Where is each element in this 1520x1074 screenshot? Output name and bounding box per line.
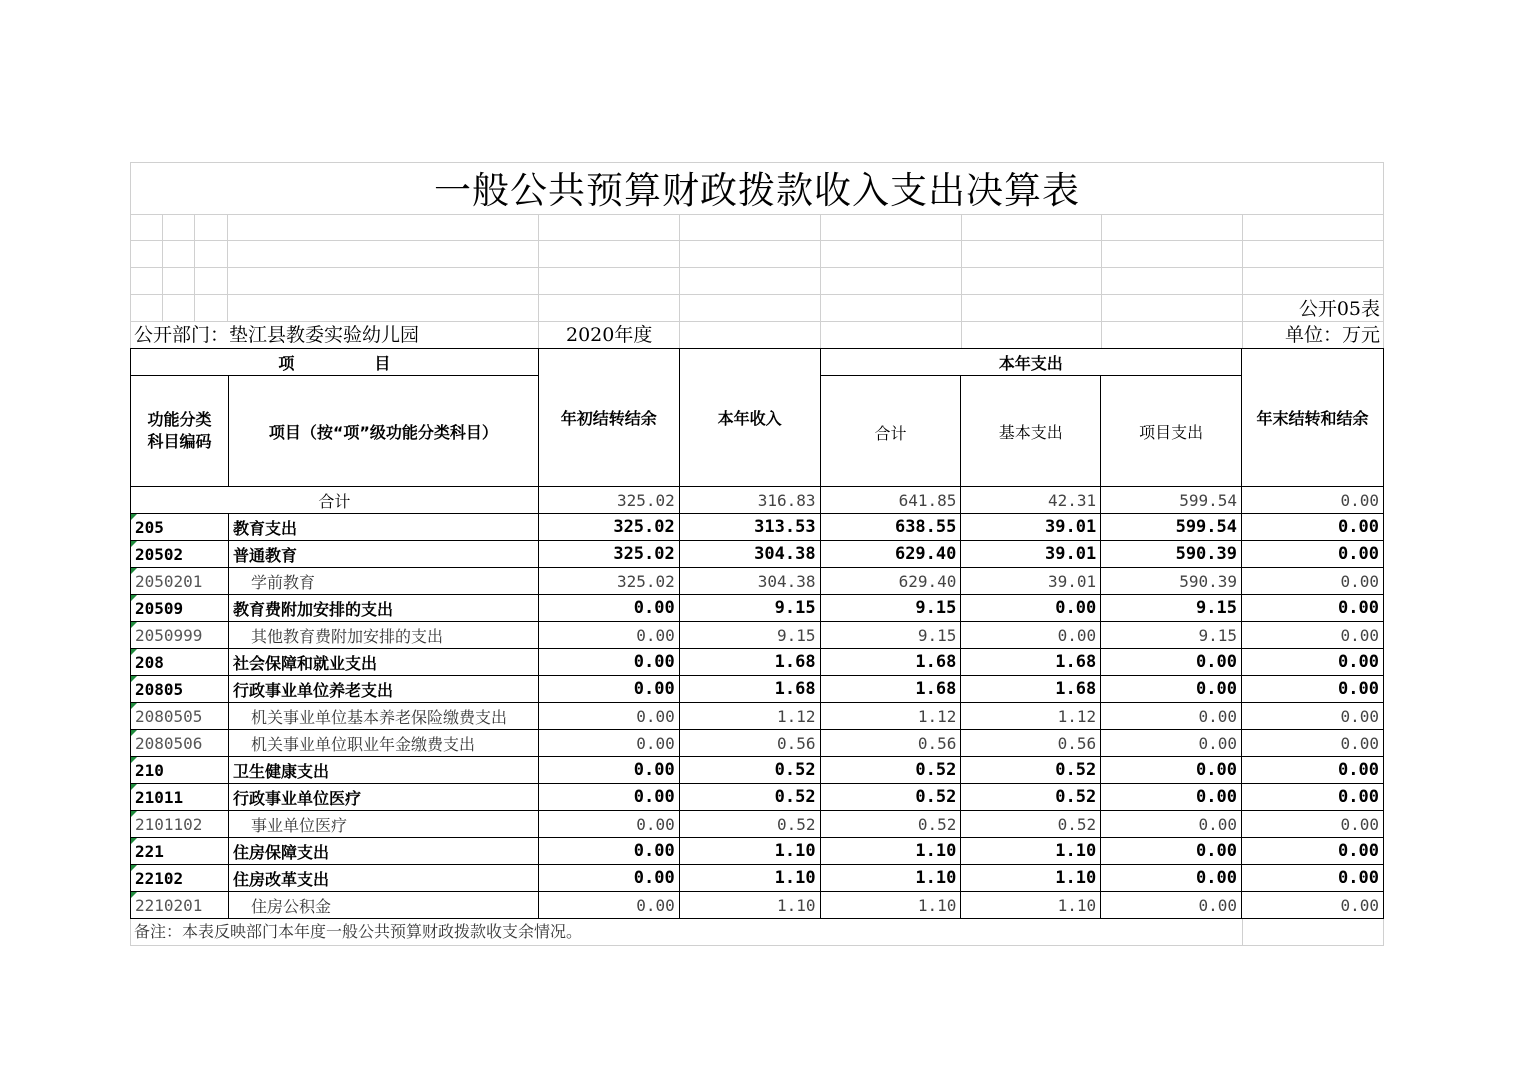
cell-begin-balance: 325.02 xyxy=(538,541,679,568)
cell-end-balance: 0.00 xyxy=(1242,649,1384,676)
cell-expense-total: 0.52 xyxy=(820,757,961,784)
header-income: 本年收入 xyxy=(679,349,820,487)
row-code-text: 2080505 xyxy=(135,706,203,726)
table-row xyxy=(131,541,1384,568)
cell-project: 0.00 xyxy=(1101,649,1242,676)
total-expense: 641.85 xyxy=(820,487,961,514)
table-row xyxy=(131,514,1384,541)
row-code-text: 20509 xyxy=(135,598,184,618)
cell-flag-icon xyxy=(131,730,137,736)
cell-expense-total: 638.55 xyxy=(820,514,961,541)
cell-flag-icon xyxy=(131,757,137,763)
row-code xyxy=(131,865,229,892)
row-code xyxy=(131,676,229,703)
budget-table xyxy=(130,348,1384,919)
header-project: 项目支出 xyxy=(1101,376,1242,487)
row-code xyxy=(131,649,229,676)
cell-basic: 1.68 xyxy=(961,676,1101,703)
cell-flag-icon xyxy=(131,703,137,709)
cell-flag-icon xyxy=(131,649,137,655)
cell-expense-total: 1.68 xyxy=(820,676,961,703)
cell-project: 0.00 xyxy=(1101,865,1242,892)
row-code-text: 20502 xyxy=(135,544,184,564)
row-code-text: 2080506 xyxy=(135,733,203,753)
cell-begin-balance: 0.00 xyxy=(538,784,679,811)
cell-project: 9.15 xyxy=(1101,595,1242,622)
cell-end-balance: 0.00 xyxy=(1242,595,1384,622)
cell-flag-icon xyxy=(131,595,137,601)
row-code xyxy=(131,568,229,595)
row-code xyxy=(131,622,229,649)
row-code-text: 2050999 xyxy=(135,625,203,645)
department-label: 公开部门：垫江县教委实验幼儿园 xyxy=(134,324,420,346)
table-row xyxy=(131,595,1384,622)
cell-expense-total: 9.15 xyxy=(820,595,961,622)
unit-label: 单位：万元 xyxy=(1284,324,1380,346)
cell-end-balance: 0.00 xyxy=(1242,676,1384,703)
cell-expense-total: 1.12 xyxy=(820,703,961,730)
row-code-text: 210 xyxy=(135,760,164,780)
cell-flag-icon xyxy=(131,838,137,844)
total-project: 599.54 xyxy=(1101,487,1242,514)
row-code-text: 20805 xyxy=(135,679,184,699)
cell-begin-balance: 0.00 xyxy=(538,703,679,730)
cell-flag-icon xyxy=(131,541,137,547)
footnote: 备注：本表反映部门本年度一般公共预算财政拨款收支余情况。 xyxy=(134,922,583,941)
row-name: 机关事业单位职业年金缴费支出 xyxy=(228,730,538,757)
row-code xyxy=(131,811,229,838)
table-row xyxy=(131,568,1384,595)
row-name: 住房保障支出 xyxy=(228,838,538,865)
row-code xyxy=(131,595,229,622)
cell-flag-icon xyxy=(131,811,137,817)
header-item-name: 项目（按“项”级功能分类科目） xyxy=(228,376,538,487)
cell-expense-total: 1.10 xyxy=(820,838,961,865)
cell-begin-balance: 0.00 xyxy=(538,676,679,703)
total-income: 316.83 xyxy=(679,487,820,514)
cell-basic: 0.52 xyxy=(961,784,1101,811)
cell-income: 1.10 xyxy=(679,892,820,919)
header-total: 合计 xyxy=(820,376,961,487)
cell-expense-total: 629.40 xyxy=(820,568,961,595)
row-code xyxy=(131,730,229,757)
table-row xyxy=(131,730,1384,757)
cell-flag-icon xyxy=(131,622,137,628)
form-number: 公开05表 xyxy=(1298,298,1380,320)
spreadsheet-sheet xyxy=(130,162,1384,946)
row-code-text: 21011 xyxy=(135,787,184,807)
row-name: 卫生健康支出 xyxy=(228,757,538,784)
cell-basic: 0.56 xyxy=(961,730,1101,757)
cell-begin-balance: 325.02 xyxy=(538,568,679,595)
page-title: 一般公共预算财政拨款收入支出决算表 xyxy=(434,169,1080,212)
header-expense-group: 本年支出 xyxy=(820,349,1241,376)
total-label: 合计 xyxy=(131,487,539,514)
row-code-text: 2101102 xyxy=(135,814,203,834)
table-row xyxy=(131,838,1384,865)
cell-end-balance: 0.00 xyxy=(1242,892,1384,919)
row-name: 社会保障和就业支出 xyxy=(228,649,538,676)
row-code xyxy=(131,703,229,730)
cell-basic: 0.52 xyxy=(961,757,1101,784)
cell-income: 0.56 xyxy=(679,730,820,757)
cell-end-balance: 0.00 xyxy=(1242,811,1384,838)
cell-income: 0.52 xyxy=(679,811,820,838)
cell-income: 304.38 xyxy=(679,568,820,595)
cell-flag-icon xyxy=(131,892,137,898)
cell-basic: 39.01 xyxy=(961,568,1101,595)
cell-basic: 0.00 xyxy=(961,622,1101,649)
row-name: 住房改革支出 xyxy=(228,865,538,892)
cell-begin-balance: 0.00 xyxy=(538,649,679,676)
table-row xyxy=(131,649,1384,676)
table-body xyxy=(131,514,1384,919)
header-item-group: 项 目 xyxy=(131,349,539,376)
cell-end-balance: 0.00 xyxy=(1242,541,1384,568)
cell-income: 0.52 xyxy=(679,784,820,811)
cell-basic: 1.10 xyxy=(961,838,1101,865)
cell-income: 1.68 xyxy=(679,676,820,703)
cell-project: 9.15 xyxy=(1101,622,1242,649)
row-code-text: 22102 xyxy=(135,868,184,888)
cell-expense-total: 629.40 xyxy=(820,541,961,568)
table-row xyxy=(131,892,1384,919)
row-code xyxy=(131,757,229,784)
table-row xyxy=(131,865,1384,892)
header-end-balance: 年末结转和结余 xyxy=(1242,349,1384,487)
cell-end-balance: 0.00 xyxy=(1242,757,1384,784)
total-row xyxy=(131,487,1384,514)
cell-expense-total: 1.10 xyxy=(820,865,961,892)
table-row xyxy=(131,784,1384,811)
row-code-text: 221 xyxy=(135,841,164,861)
cell-end-balance: 0.00 xyxy=(1242,622,1384,649)
cell-project: 0.00 xyxy=(1101,784,1242,811)
cell-end-balance: 0.00 xyxy=(1242,784,1384,811)
row-code-text: 2050201 xyxy=(135,571,203,591)
cell-end-balance: 0.00 xyxy=(1242,703,1384,730)
cell-expense-total: 9.15 xyxy=(820,622,961,649)
row-code-text: 2210201 xyxy=(135,895,203,915)
cell-flag-icon xyxy=(131,865,137,871)
cell-project: 0.00 xyxy=(1101,676,1242,703)
row-code xyxy=(131,838,229,865)
cell-basic: 39.01 xyxy=(961,514,1101,541)
cell-flag-icon xyxy=(131,568,137,574)
cell-income: 1.10 xyxy=(679,865,820,892)
row-code xyxy=(131,784,229,811)
cell-basic: 1.68 xyxy=(961,649,1101,676)
cell-project: 0.00 xyxy=(1101,730,1242,757)
cell-income: 9.15 xyxy=(679,622,820,649)
cell-basic: 1.10 xyxy=(961,865,1101,892)
total-end-balance: 0.00 xyxy=(1242,487,1384,514)
cell-begin-balance: 0.00 xyxy=(538,757,679,784)
cell-begin-balance: 0.00 xyxy=(538,811,679,838)
total-basic: 42.31 xyxy=(961,487,1101,514)
cell-end-balance: 0.00 xyxy=(1242,730,1384,757)
row-name: 其他教育费附加安排的支出 xyxy=(228,622,538,649)
cell-expense-total: 0.56 xyxy=(820,730,961,757)
cell-income: 1.10 xyxy=(679,838,820,865)
cell-flag-icon xyxy=(131,676,137,682)
cell-flag-icon xyxy=(131,784,137,790)
table-row xyxy=(131,703,1384,730)
cell-income: 0.52 xyxy=(679,757,820,784)
cell-flag-icon xyxy=(131,514,137,520)
cell-begin-balance: 0.00 xyxy=(538,730,679,757)
row-name: 学前教育 xyxy=(228,568,538,595)
cell-begin-balance: 0.00 xyxy=(538,595,679,622)
cell-expense-total: 0.52 xyxy=(820,784,961,811)
cell-project: 0.00 xyxy=(1101,811,1242,838)
header-begin-balance: 年初结转结余 xyxy=(538,349,679,487)
cell-begin-balance: 0.00 xyxy=(538,892,679,919)
cell-basic: 0.52 xyxy=(961,811,1101,838)
table-row xyxy=(131,811,1384,838)
cell-income: 9.15 xyxy=(679,595,820,622)
table-row xyxy=(131,676,1384,703)
cell-income: 1.12 xyxy=(679,703,820,730)
fiscal-year: 2020年度 xyxy=(566,324,653,346)
header-func-code: 功能分类 科目编码 xyxy=(131,376,229,487)
total-begin-balance: 325.02 xyxy=(538,487,679,514)
cell-end-balance: 0.00 xyxy=(1242,838,1384,865)
row-code-text: 208 xyxy=(135,652,164,672)
cell-basic: 1.12 xyxy=(961,703,1101,730)
header-basic: 基本支出 xyxy=(961,376,1101,487)
cell-begin-balance: 0.00 xyxy=(538,622,679,649)
cell-income: 304.38 xyxy=(679,541,820,568)
cell-end-balance: 0.00 xyxy=(1242,514,1384,541)
cell-income: 313.53 xyxy=(679,514,820,541)
cell-project: 0.00 xyxy=(1101,703,1242,730)
row-code xyxy=(131,541,229,568)
row-code xyxy=(131,514,229,541)
cell-project: 0.00 xyxy=(1101,838,1242,865)
cell-basic: 1.10 xyxy=(961,892,1101,919)
cell-project: 599.54 xyxy=(1101,514,1242,541)
row-name: 机关事业单位基本养老保险缴费支出 xyxy=(228,703,538,730)
cell-project: 590.39 xyxy=(1101,568,1242,595)
cell-basic: 0.00 xyxy=(961,595,1101,622)
cell-end-balance: 0.00 xyxy=(1242,865,1384,892)
cell-begin-balance: 0.00 xyxy=(538,865,679,892)
row-name: 事业单位医疗 xyxy=(228,811,538,838)
cell-begin-balance: 325.02 xyxy=(538,514,679,541)
cell-project: 590.39 xyxy=(1101,541,1242,568)
row-name: 教育支出 xyxy=(228,514,538,541)
cell-income: 1.68 xyxy=(679,649,820,676)
row-code-text: 205 xyxy=(135,517,164,537)
table-row xyxy=(131,622,1384,649)
cell-project: 0.00 xyxy=(1101,757,1242,784)
row-name: 行政事业单位医疗 xyxy=(228,784,538,811)
row-name: 教育费附加安排的支出 xyxy=(228,595,538,622)
cell-basic: 39.01 xyxy=(961,541,1101,568)
row-name: 住房公积金 xyxy=(228,892,538,919)
row-code xyxy=(131,892,229,919)
cell-begin-balance: 0.00 xyxy=(538,838,679,865)
table-row xyxy=(131,757,1384,784)
cell-project: 0.00 xyxy=(1101,892,1242,919)
cell-expense-total: 1.10 xyxy=(820,892,961,919)
cell-end-balance: 0.00 xyxy=(1242,568,1384,595)
row-name: 普通教育 xyxy=(228,541,538,568)
cell-expense-total: 1.68 xyxy=(820,649,961,676)
row-name: 行政事业单位养老支出 xyxy=(228,676,538,703)
cell-expense-total: 0.52 xyxy=(820,811,961,838)
